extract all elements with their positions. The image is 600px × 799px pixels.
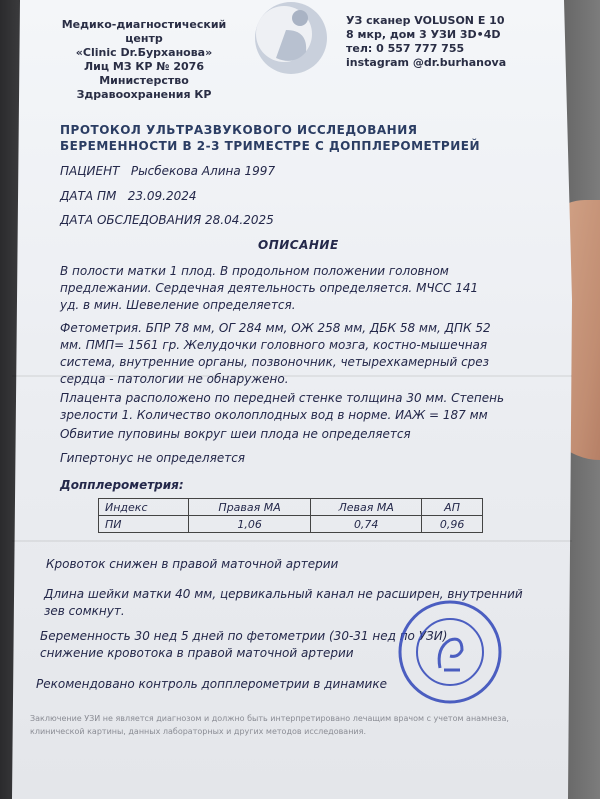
table-header-cell: Индекс [99,499,189,516]
exam-date-value: 28.04.2025 [205,213,274,227]
paragraph-cord: Обвитие пуповины вокруг шеи плода не определяется [60,427,411,441]
paragraph-hypertonus: Гипертонус не определяется [60,451,246,465]
table-header-row [99,499,483,516]
clinic-line: Министерство Здравоохранения КР [76,74,212,101]
patient-value: Рысбекова Алина 1997 [130,164,276,178]
table-cell: 0,74 [311,516,422,533]
clinic-logo-icon [246,0,336,80]
table-cell: ПИ [99,516,189,533]
exam-date-label: ДАТА ОБСЛЕДОВАНИЯ [60,213,202,227]
clinic-header [44,18,244,102]
scanner-line: УЗ сканер VOLUSON E 10 [346,14,505,27]
table-header-cell: АП [422,499,483,516]
exam-date-row [60,212,274,229]
doctor-stamp-icon [396,598,504,706]
patient-row [60,163,275,180]
protocol-title: ПРОТОКОЛ УЛЬТРАЗВУКОВОГО ИССЛЕДОВАНИЯ БЕРЕМЕННОСТИ В 2-3 ТРИМЕСТРЕ С ДОППЛЕРОМЕТРИЕЙ [60,123,481,153]
paragraph-recommendation: Рекомендовано контроль допплерометрии в динамике [36,677,387,691]
paragraph-placenta: Плацента расположено по передней стенке толщина 30 мм. Степень зрелости 1. Количество околоплодных вод в норме. ИАЖ = 187 мм [60,391,505,422]
paragraph-bloodflow: Кровоток снижен в правой маточной артерии [46,557,339,571]
patient-label: ПАЦИЕНТ [60,164,120,178]
lmp-label: ДАТА ПМ [60,189,117,203]
doppler-table [98,498,483,533]
table-header-cell: Левая МА [311,499,422,516]
paragraph-fetometry: Фетометрия. БПР 78 мм, ОГ 284 мм, ОЖ 258 мм, ДБК 58 мм, ДПК 52 мм. ПМП= 1561 гр. Желудочки головного мозга, костно-мышечная система, внутренние органы, позвоночник, четырехкамерный срез сердца - патологии не обнаружено. [60,321,491,386]
table-cell: 1,06 [189,516,311,533]
phone-line: тел: 0 557 777 755 [346,42,465,55]
paper-fold [12,540,572,542]
table-row [99,516,483,533]
lmp-row [60,188,197,205]
paragraph-cervix: Длина шейки матки 40 мм, цервикальный канал не расширен, внутренний зев сомкнут. [44,587,523,618]
lmp-value: 23.09.2024 [127,189,197,203]
clinic-line: Медико-диагностический центр [61,18,227,45]
address-line: 8 мкр, дом 3 УЗИ 3D•4D [346,28,501,41]
paragraph-conclusion: Беременность 30 нед 5 дней по фетометрии (30-31 нед по УЗИ) снижение кровотока в правой маточной артерии [40,629,448,660]
disclaimer-footer: Заключение УЗИ не является диагнозом и должно быть интерпретировано лечащим врачом с учетом анамнеза, клинической картины, данных лабораторных и других методов исследования. [30,714,509,736]
paragraph-fetus: В полости матки 1 плод. В продольном положении головном предлежании. Сердечная деятельность определяется. МЧСС 141 уд. в мин. Шевеление определяется. [60,264,479,312]
scanner-info [346,14,506,70]
instagram-line: instagram @dr.burhanova [346,56,507,69]
clinic-line: Лиц МЗ КР № 2076 [84,60,204,73]
clinic-line: «Clinic Dr.Бурханова» [75,46,213,59]
section-title: ОПИСАНИЕ [258,238,339,252]
table-cell: 0,96 [422,516,483,533]
table-header-cell: Правая МА [189,499,311,516]
doppler-heading: Допплерометрия: [60,478,184,492]
